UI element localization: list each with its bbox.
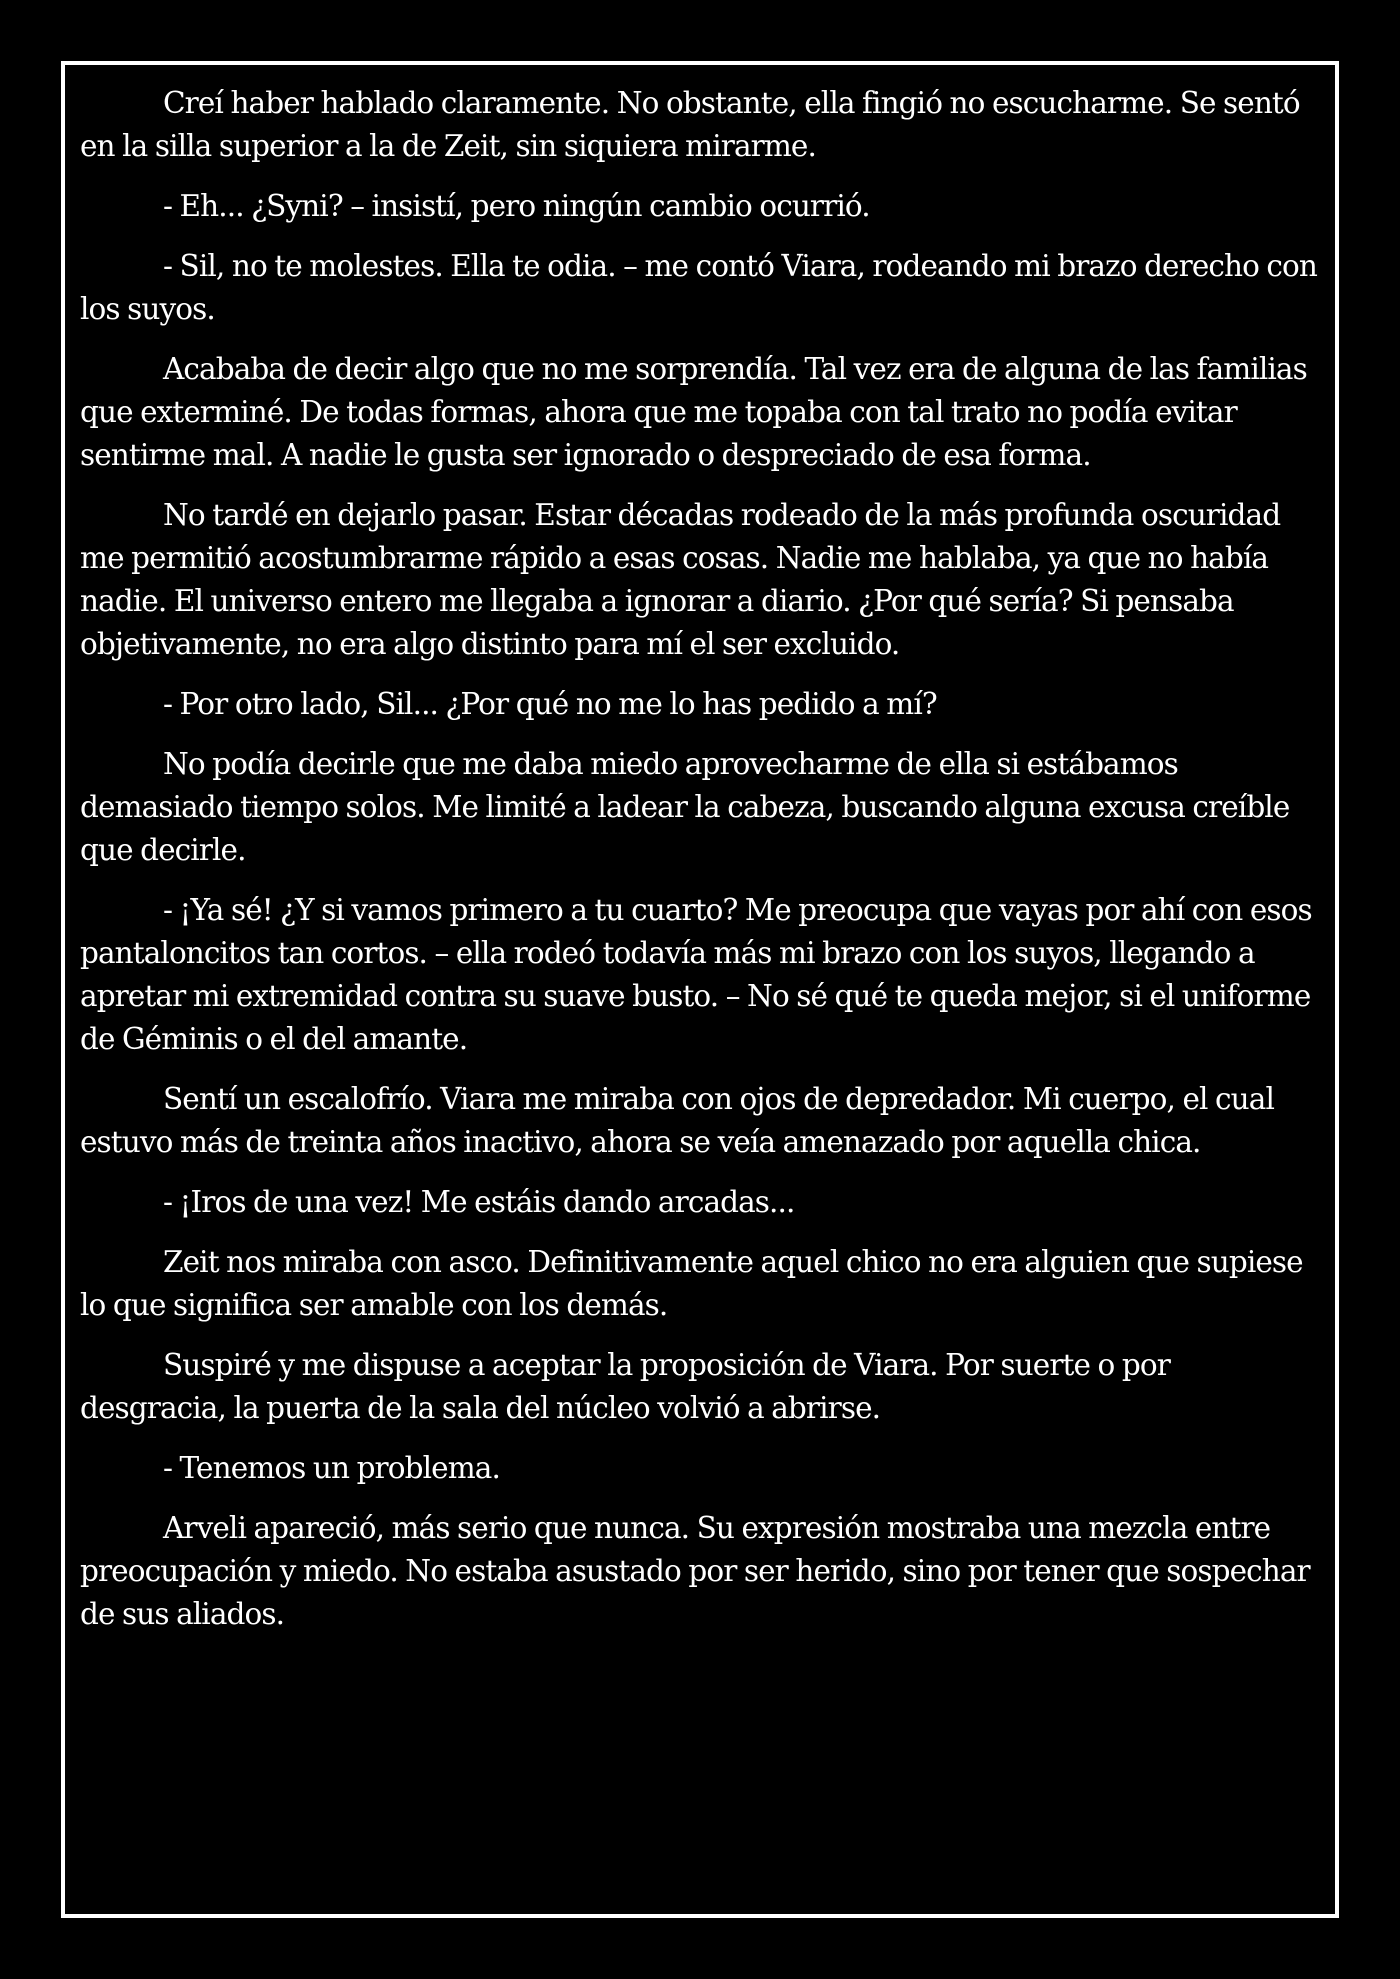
paragraph-13: - Tenemos un problema. <box>163 1451 500 1485</box>
paragraph-10: - ¡Iros de una vez! Me estáis dando arcadas... <box>163 1185 795 1219</box>
paragraph-9: Sentí un escalofrío. Viara me miraba con ojos de depredador. Mi cuerpo, el cual estuvo más de treinta años inactivo, ahora se veía amenazado por aquella chica. <box>80 1082 1274 1159</box>
paragraph-6: - Por otro lado, Sil... ¿Por qué no me lo has pedido a mí? <box>163 687 937 721</box>
paragraph-4: Acababa de decir algo que no me sorprendía. Tal vez era de alguna de las familias que exterminé. De todas formas, ahora que me topaba con tal trato no podía evitar sentirme mal. A nadie le gusta ser ignorado o despreciado de esa forma. <box>80 352 1307 472</box>
paragraph-5: No tardé en dejarlo pasar. Estar décadas rodeado de la más profunda oscuridad me permitió acostumbrarme rápido a esas cosas. Nadie me hablaba, ya que no había nadie. El universo entero me llegaba a ignorar a diario. ¿Por qué sería? Si pensaba objetivamente, no era algo distinto para mí el ser excluido. <box>80 498 1281 661</box>
paragraph-14: Arveli apareció, más serio que nunca. Su expresión mostraba una mezcla entre preocupación y miedo. No estaba asustado por ser herido, sino por tener que sospechar de sus aliados. <box>80 1511 1310 1631</box>
paragraph-7: No podía decirle que me daba miedo aprovecharme de ella si estábamos demasiado tiempo solos. Me limité a ladear la cabeza, buscando alguna excusa creíble que decirle. <box>80 747 1290 867</box>
paragraph-1: Creí haber hablado claramente. No obstante, ella fingió no escucharme. Se sentó en la silla superior a la de Zeit, sin siquiera mirarme. <box>80 86 1300 163</box>
paragraph-2: - Eh... ¿Syni? – insistí, pero ningún cambio ocurrió. <box>163 189 870 223</box>
paragraph-12: Suspiré y me dispuse a aceptar la proposición de Viara. Por suerte o por desgracia, la puerta de la sala del núcleo volvió a abrirse. <box>80 1348 1170 1425</box>
paragraph-11: Zeit nos miraba con asco. Definitivamente aquel chico no era alguien que supiese lo que significa ser amable con los demás. <box>80 1245 1303 1322</box>
document-text-body <box>80 82 1320 1653</box>
paragraph-3: - Sil, no te molestes. Ella te odia. – me contó Viara, rodeando mi brazo derecho con los suyos. <box>80 249 1318 326</box>
paragraph-8: - ¡Ya sé! ¿Y si vamos primero a tu cuarto? Me preocupa que vayas por ahí con esos pantaloncitos tan cortos. – ella rodeó todavía más mi brazo con los suyos, llegando a apretar mi extremidad contra su suave busto. – No sé qué te queda mejor, si el uniforme de Géminis o el del amante. <box>80 893 1312 1056</box>
